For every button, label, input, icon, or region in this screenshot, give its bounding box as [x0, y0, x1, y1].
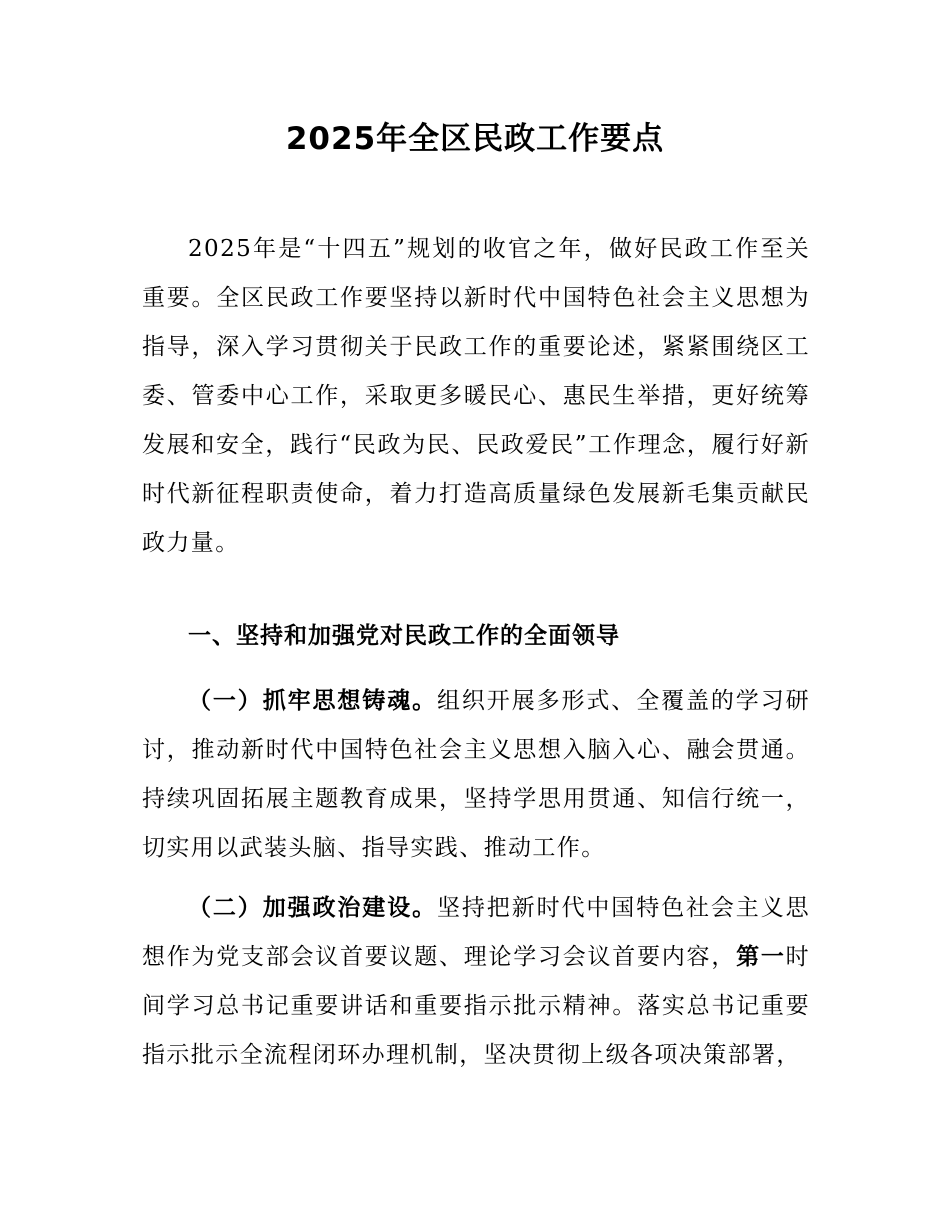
item-2-emphasis: 第一 [736, 944, 786, 970]
intro-paragraph: 2025年是“十四五”规划的收官之年，做好民政工作至关重要。全区民政工作要坚持以新时代中国特色社会主义思想为指导，深入学习贯彻关于民政工作的重要论述，紧紧围绕区工委、管委中心工作，采取更多暖民心、惠民生举措，更好统筹发展和安全，践行“民政为民、民政爱民”工作理念，履行好新时代新征程职责使命，着力打造高质量绿色发展新毛集贡献民政力量。 [142, 236, 810, 556]
item-1-lead: （一）抓牢思想铸魂。 [188, 688, 437, 714]
item-2-lead: （二）加强政治建设。 [188, 895, 437, 921]
section-item-1 [142, 677, 810, 873]
item-2-body-after: 时间学习总书记重要讲话和重要指示批示精神。落实总书记重要指示批示全流程闭环办理机制，坚决贯彻上级各项决策部署， [142, 944, 810, 1068]
item-2-body-before: 坚持把新时代中国特色社会主义思想作为党支部会议首要议题、理论学习会议首要内容， [142, 895, 810, 970]
section-item-2 [142, 884, 810, 1080]
document-title: 2025年全区民政工作要点 [285, 121, 665, 157]
section-heading-1: 一、坚持和加强党对民政工作的全面领导 [188, 623, 620, 649]
item-1-body: 组织开展多形式、全覆盖的学习研讨，推动新时代中国特色社会主义思想入脑入心、融会贯通。持续巩固拓展主题教育成果，坚持学思用贯通、知信行统一，切实用以武装头脑、指导实践、推动工作。 [142, 688, 810, 861]
